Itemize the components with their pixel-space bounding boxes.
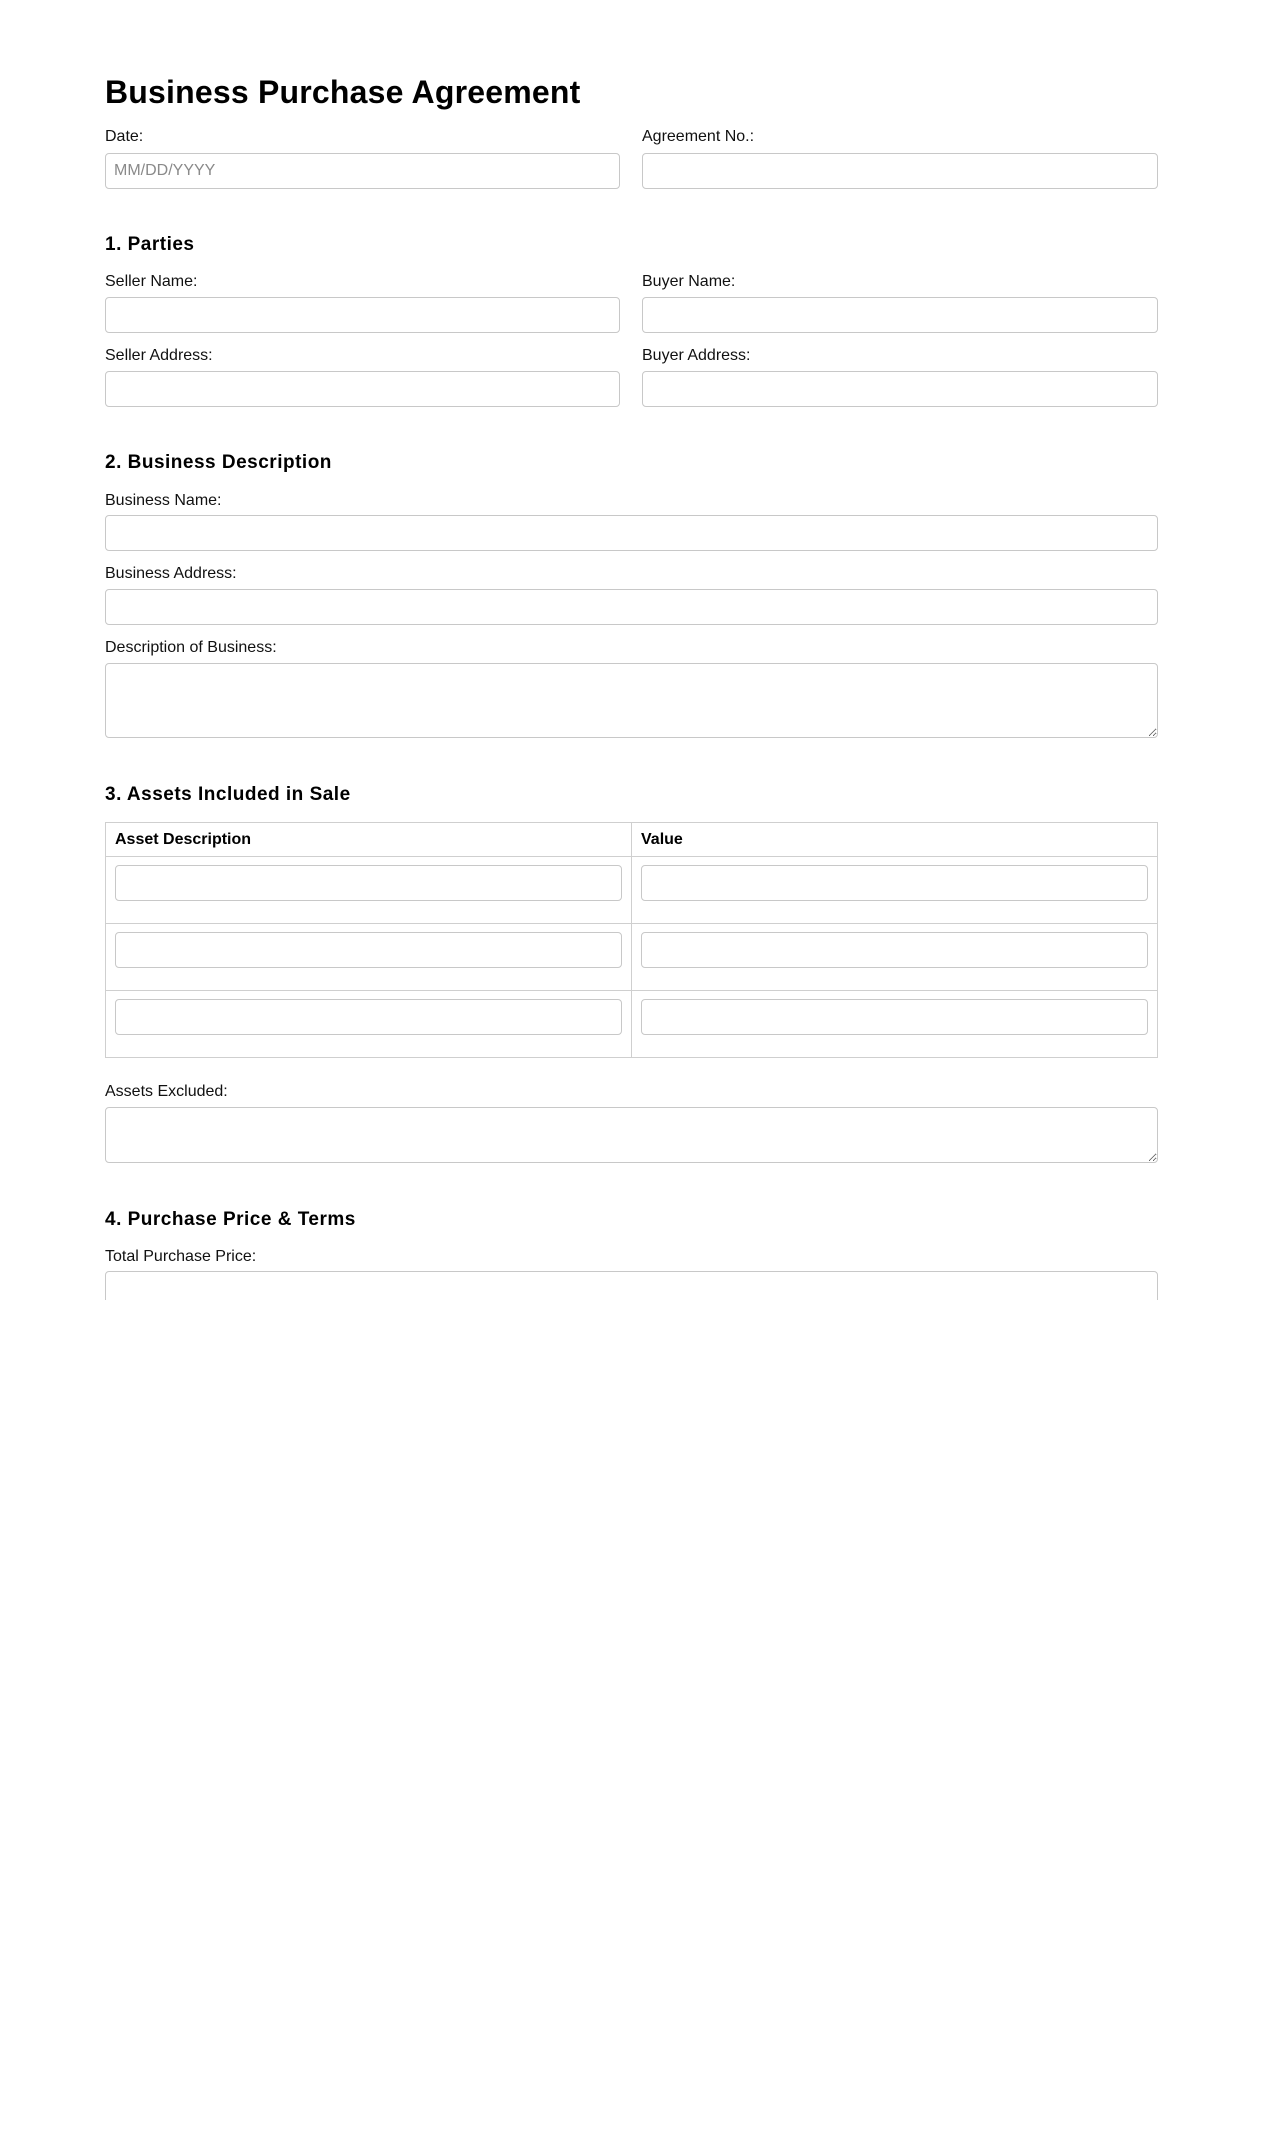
assets-table [105,822,1158,1058]
date-label: Date: [105,128,144,145]
column-header-asset-description: Asset Description [106,823,632,857]
buyer-name-label: Buyer Name: [642,273,736,290]
seller-address-label: Seller Address: [105,347,213,364]
table-header-row [106,823,1158,857]
seller-address-input[interactable] [105,371,620,407]
section-parties-heading: 1. Parties [105,234,195,255]
buyer-name-input[interactable] [642,297,1158,333]
section-assets-heading: 3. Assets Included in Sale [105,784,351,805]
assets-excluded-label: Assets Excluded: [105,1083,228,1100]
assets-excluded-textarea[interactable] [105,1107,1158,1163]
date-input[interactable] [105,153,620,189]
table-row [106,991,1158,1058]
asset-value-input-1[interactable] [641,865,1148,901]
table-row [106,924,1158,991]
column-header-value: Value [632,823,1158,857]
section-price-heading: 4. Purchase Price & Terms [105,1209,356,1230]
total-price-input[interactable] [105,1271,1158,1300]
seller-name-label: Seller Name: [105,273,198,290]
agreement-form [105,0,1158,1300]
asset-value-input-2[interactable] [641,932,1148,968]
buyer-address-label: Buyer Address: [642,347,751,364]
agreement-no-label: Agreement No.: [642,128,755,145]
page-title: Business Purchase Agreement [105,74,581,110]
buyer-address-input[interactable] [642,371,1158,407]
business-name-label: Business Name: [105,492,222,509]
business-address-input[interactable] [105,589,1158,625]
business-address-label: Business Address: [105,565,237,582]
business-description-label: Description of Business: [105,639,277,656]
business-name-input[interactable] [105,515,1158,551]
table-row [106,857,1158,924]
section-business-heading: 2. Business Description [105,452,332,473]
asset-value-input-3[interactable] [641,999,1148,1035]
total-price-label: Total Purchase Price: [105,1248,257,1265]
business-description-textarea[interactable] [105,663,1158,738]
seller-name-input[interactable] [105,297,620,333]
asset-description-input-2[interactable] [115,932,622,968]
asset-description-input-3[interactable] [115,999,622,1035]
agreement-no-input[interactable] [642,153,1158,189]
asset-description-input-1[interactable] [115,865,622,901]
